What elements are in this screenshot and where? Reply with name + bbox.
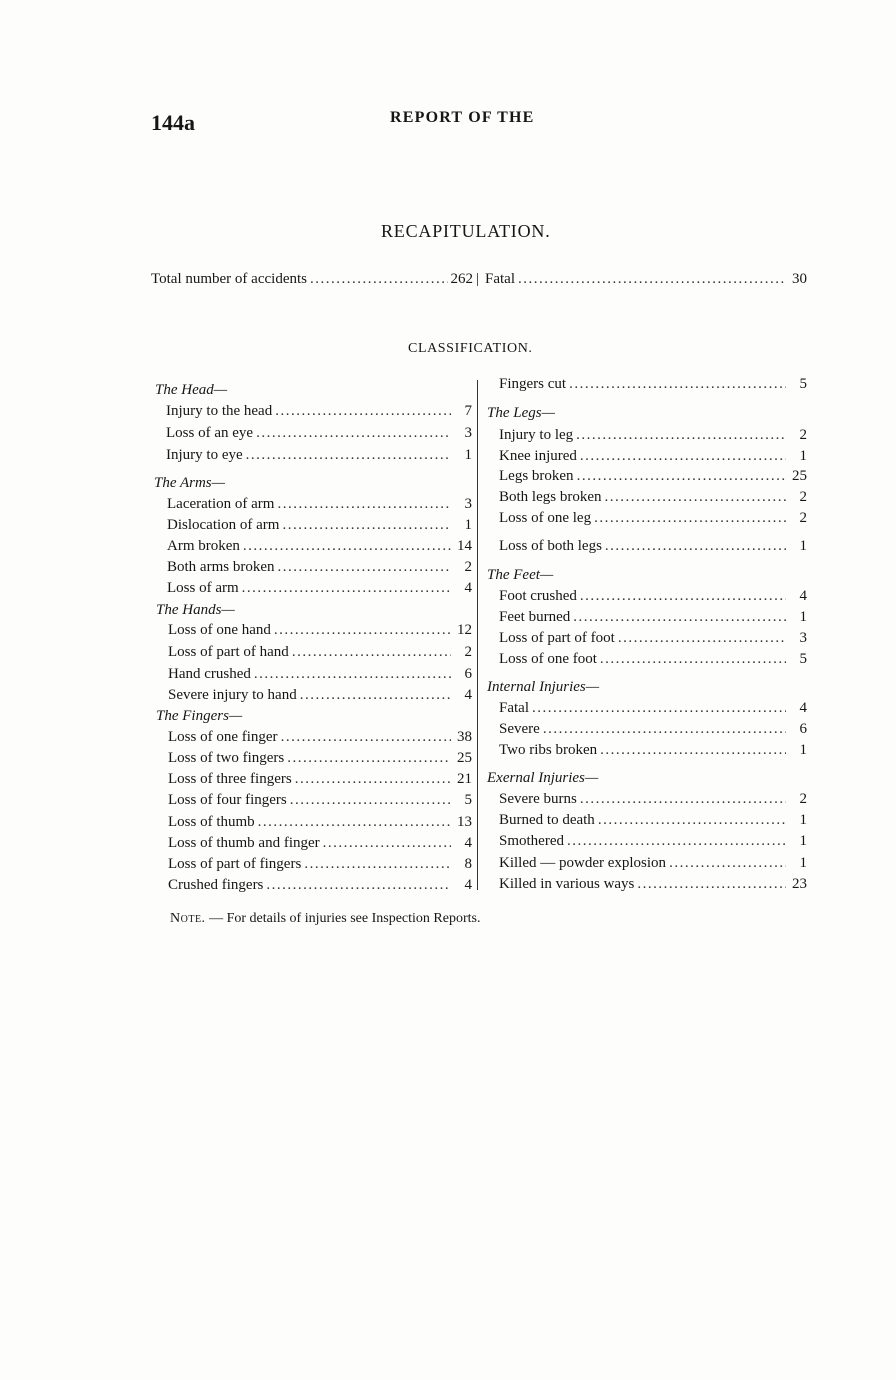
column-separator: | xyxy=(476,271,480,287)
dot-leader xyxy=(600,650,786,668)
dot-leader xyxy=(323,834,451,852)
entry-label: Loss of both legs xyxy=(499,538,602,554)
entry-value: 4 xyxy=(799,588,807,604)
dot-leader xyxy=(275,402,451,420)
dot-leader xyxy=(580,587,786,605)
entry-value: 21 xyxy=(457,771,472,787)
entry-row xyxy=(167,579,472,597)
entry-label: Loss of part of fingers xyxy=(168,856,302,872)
entry-label: Foot crushed xyxy=(499,588,577,604)
entry-row xyxy=(168,728,472,746)
entry-value: 5 xyxy=(464,792,472,808)
entry-label: Knee injured xyxy=(499,448,577,464)
dot-leader xyxy=(277,558,451,576)
entry-label: Loss of an eye xyxy=(166,425,254,441)
entry-row xyxy=(499,488,807,506)
entry-value: 4 xyxy=(464,687,472,703)
entry-label: Loss of part of hand xyxy=(168,644,289,660)
entry-row xyxy=(168,834,472,852)
entry-value: 7 xyxy=(464,403,472,419)
entry-row xyxy=(167,495,472,513)
entry-value: 2 xyxy=(464,644,472,660)
dot-leader xyxy=(300,686,451,704)
heading-the-hands: The Hands— xyxy=(156,602,235,618)
entry-value: 3 xyxy=(464,425,472,441)
entry-row xyxy=(499,629,807,647)
entry-label: Crushed fingers xyxy=(168,877,264,893)
entry-label: Killed — powder explosion xyxy=(499,855,667,871)
entry-value: 1 xyxy=(799,812,807,828)
dot-leader xyxy=(605,488,787,506)
entry-value: 4 xyxy=(799,700,807,716)
entry-value: 4 xyxy=(464,580,472,596)
dot-leader xyxy=(242,579,451,597)
dot-leader xyxy=(254,665,451,683)
entry-value: 25 xyxy=(792,468,807,484)
dot-leader xyxy=(310,270,448,288)
entry-value: 1 xyxy=(799,609,807,625)
dot-leader xyxy=(543,720,786,738)
footnote-text: — For details of injuries see Inspection Reports. xyxy=(205,911,481,926)
entry-label: Fatal xyxy=(499,700,529,716)
entry-row xyxy=(168,876,472,894)
entry-label: Killed in various ways xyxy=(499,876,635,892)
entry-label: Loss of one leg xyxy=(499,510,592,526)
entry-label: Laceration of arm xyxy=(167,496,275,512)
entry-row xyxy=(499,426,807,444)
dot-leader xyxy=(580,790,786,808)
entry-row xyxy=(168,665,472,683)
dot-leader xyxy=(287,749,451,767)
heading-the-feet: The Feet— xyxy=(487,567,554,583)
dot-leader xyxy=(256,424,451,442)
dot-leader xyxy=(618,629,786,647)
entry-label: Loss of three fingers xyxy=(168,771,292,787)
entry-label: Severe burns xyxy=(499,791,577,807)
dot-leader xyxy=(277,495,451,513)
entry-value: 13 xyxy=(457,814,472,830)
classification-title: CLASSIFICATION. xyxy=(408,341,533,356)
entry-value: 8 xyxy=(464,856,472,872)
entry-value: 38 xyxy=(457,729,472,745)
entry-value: 5 xyxy=(799,376,807,392)
entry-row xyxy=(499,699,807,717)
entry-value: 25 xyxy=(457,750,472,766)
entry-row xyxy=(499,811,807,829)
entry-row xyxy=(499,854,807,872)
entry-label: Severe xyxy=(499,721,540,737)
entry-row xyxy=(168,813,472,831)
entry-label: Feet burned xyxy=(499,609,571,625)
dot-leader xyxy=(569,375,786,393)
fatal-value: 30 xyxy=(792,271,807,287)
dot-leader xyxy=(281,728,451,746)
entry-value: 23 xyxy=(792,876,807,892)
entry-row xyxy=(499,608,807,626)
dot-leader xyxy=(518,270,786,288)
dot-leader xyxy=(577,467,786,485)
entry-label: Both arms broken xyxy=(167,559,275,575)
entry-value: 1 xyxy=(464,517,472,533)
entry-value: 6 xyxy=(464,666,472,682)
entry-row xyxy=(499,467,807,485)
dot-leader xyxy=(669,854,786,872)
entry-row xyxy=(167,537,472,555)
column-divider xyxy=(477,380,478,890)
entry-row xyxy=(499,587,807,605)
entry-value: 3 xyxy=(799,630,807,646)
entry-value: 1 xyxy=(799,448,807,464)
entry-label: Injury to eye xyxy=(166,447,243,463)
dot-leader xyxy=(274,621,451,639)
page-number: 144a xyxy=(151,110,195,135)
dot-leader xyxy=(258,813,451,831)
entry-value: 6 xyxy=(799,721,807,737)
entry-label: Two ribs broken xyxy=(499,742,598,758)
entry-row xyxy=(167,516,472,534)
running-head: REPORT OF THE xyxy=(390,109,535,126)
entry-row xyxy=(499,790,807,808)
entry-value: 12 xyxy=(457,622,472,638)
entry-label: Loss of thumb xyxy=(168,814,255,830)
entry-row xyxy=(168,770,472,788)
total-accidents-row xyxy=(151,270,473,288)
entry-row xyxy=(168,855,472,873)
entry-label: Loss of one finger xyxy=(168,729,278,745)
entry-row xyxy=(168,749,472,767)
entry-value: 1 xyxy=(799,538,807,554)
entry-row xyxy=(499,375,807,393)
dot-leader xyxy=(576,426,786,444)
entry-label: Legs broken xyxy=(499,468,574,484)
dot-leader xyxy=(292,643,451,661)
entry-value: 2 xyxy=(799,510,807,526)
footnote xyxy=(170,911,480,927)
heading-the-fingers: The Fingers— xyxy=(156,708,243,724)
entry-value: 14 xyxy=(457,538,472,554)
heading-external-injuries: Exernal Injuries— xyxy=(487,770,599,786)
entry-label: Injury to the head xyxy=(166,403,273,419)
entry-label: Arm broken xyxy=(167,538,240,554)
entry-label: Loss of one hand xyxy=(168,622,271,638)
dot-leader xyxy=(304,855,451,873)
entry-value: 2 xyxy=(464,559,472,575)
total-accidents-label: Total number of accidents xyxy=(151,271,307,287)
footnote-label: Note. xyxy=(170,911,206,926)
entry-value: 4 xyxy=(464,835,472,851)
dot-leader xyxy=(567,832,786,850)
entry-row xyxy=(499,875,807,893)
entry-row xyxy=(499,650,807,668)
recapitulation-title: RECAPITULATION. xyxy=(381,221,551,241)
entry-label: Loss of two fingers xyxy=(168,750,285,766)
entry-row xyxy=(166,424,472,442)
entry-value: 3 xyxy=(464,496,472,512)
fatal-row xyxy=(485,270,807,288)
entry-row xyxy=(166,402,472,420)
dot-leader xyxy=(246,446,451,464)
fatal-label: Fatal xyxy=(485,271,515,287)
dot-leader xyxy=(282,516,451,534)
dot-leader xyxy=(598,811,786,829)
entry-label: Severe injury to hand xyxy=(168,687,297,703)
entry-value: 1 xyxy=(799,742,807,758)
entry-label: Loss of part of foot xyxy=(499,630,615,646)
entry-row xyxy=(499,741,807,759)
heading-the-legs: The Legs— xyxy=(487,405,555,421)
dot-leader xyxy=(600,741,786,759)
entry-label: Loss of thumb and finger xyxy=(168,835,320,851)
entry-value: 1 xyxy=(799,833,807,849)
entry-row xyxy=(168,686,472,704)
entry-value: 1 xyxy=(464,447,472,463)
entry-label: Injury to leg xyxy=(499,427,574,443)
entry-row xyxy=(166,446,472,464)
entry-value: 1 xyxy=(799,855,807,871)
dot-leader xyxy=(580,447,786,465)
dot-leader xyxy=(532,699,786,717)
entry-row xyxy=(168,643,472,661)
entry-value: 2 xyxy=(799,427,807,443)
dot-leader xyxy=(290,791,451,809)
entry-row xyxy=(499,720,807,738)
entry-label: Hand crushed xyxy=(168,666,251,682)
entry-value: 5 xyxy=(799,651,807,667)
entry-row xyxy=(168,791,472,809)
entry-row xyxy=(168,621,472,639)
entry-label: Loss of four fingers xyxy=(168,792,287,808)
total-accidents-value: 262 xyxy=(450,271,473,287)
heading-the-head: The Head— xyxy=(155,382,228,398)
dot-leader xyxy=(573,608,786,626)
dot-leader xyxy=(243,537,451,555)
entry-label: Loss of arm xyxy=(167,580,239,596)
entry-row xyxy=(499,447,807,465)
entry-value: 2 xyxy=(799,489,807,505)
heading-internal-injuries: Internal Injuries— xyxy=(487,679,600,695)
entry-label: Smothered xyxy=(499,833,564,849)
dot-leader xyxy=(594,509,786,527)
entry-row xyxy=(167,558,472,576)
entry-label: Loss of one foot xyxy=(499,651,597,667)
entry-value: 4 xyxy=(464,877,472,893)
heading-the-arms: The Arms— xyxy=(154,475,225,491)
dot-leader xyxy=(605,537,786,555)
entry-row xyxy=(499,509,807,527)
dot-leader xyxy=(295,770,451,788)
entry-label: Fingers cut xyxy=(499,376,567,392)
dot-leader xyxy=(266,876,451,894)
entry-value: 2 xyxy=(799,791,807,807)
entry-row xyxy=(499,537,807,555)
entry-label: Both legs broken xyxy=(499,489,602,505)
entry-label: Dislocation of arm xyxy=(167,517,280,533)
entry-row xyxy=(499,832,807,850)
entry-label: Burned to death xyxy=(499,812,595,828)
dot-leader xyxy=(637,875,786,893)
